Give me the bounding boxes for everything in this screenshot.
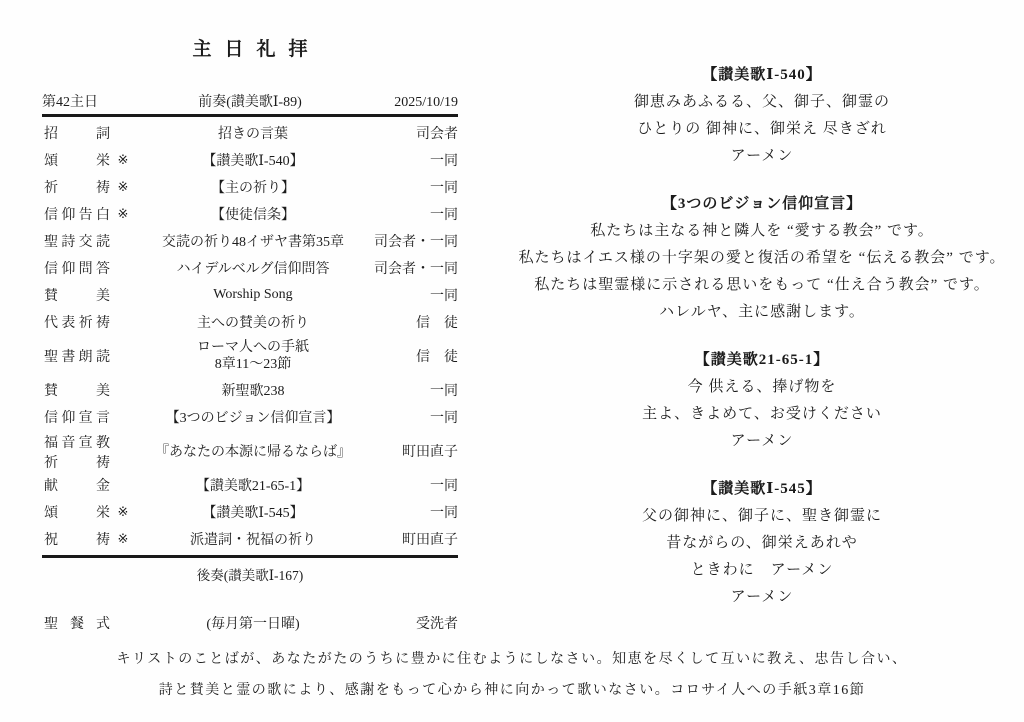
standing-mark: ※ xyxy=(117,178,129,194)
rite-name xyxy=(42,432,110,470)
program-row xyxy=(42,525,458,552)
program-row xyxy=(42,471,458,498)
hymn-title: 【讃美歌Ⅰ-540】 xyxy=(702,67,822,83)
rite-name: 聖詩交読 xyxy=(44,234,110,250)
rite-content: 交読の祈り48イザヤ書第35章 xyxy=(162,234,344,250)
program-row xyxy=(42,403,458,430)
rite-name: 代表祈祷 xyxy=(44,315,110,331)
scripture-quote-line2: 詩と賛美と霊の歌により、感謝をもって心から神に向かって歌いなさい。コロサイ人への手紙3章16節 xyxy=(158,683,866,698)
program-row xyxy=(42,173,458,200)
rite-name: 祝祷 xyxy=(44,532,110,548)
rite-performer: 町田直子 xyxy=(402,532,458,548)
program-row xyxy=(42,498,458,525)
hymn-line: アーメン xyxy=(730,589,794,605)
rite-content: 【讃美歌Ⅰ-545】 xyxy=(202,505,304,521)
rite-name: 賛美 xyxy=(44,288,110,304)
program-row xyxy=(42,200,458,227)
rite-name: 信仰宣言 xyxy=(44,410,110,426)
prelude-title: 前奏(讃美歌Ⅰ-89) xyxy=(198,95,302,110)
rite-content: 主への賛美の祈り xyxy=(197,315,309,331)
rite-name: 献金 xyxy=(44,478,110,494)
communion-participants: 受洗者 xyxy=(416,616,458,632)
hymn-line: 主よ、きよめて、お受けください xyxy=(642,406,882,422)
hymn-line: ときわに アーメン xyxy=(690,562,834,578)
standing-mark: ※ xyxy=(117,151,129,167)
rite-content: 【主の祈り】 xyxy=(211,180,295,196)
rite-name: 頌栄 xyxy=(44,505,110,521)
rite-performer: 一同 xyxy=(430,180,458,196)
communion-schedule: (毎月第一日曜) xyxy=(206,616,300,632)
hymn-block-540 xyxy=(500,62,1024,170)
sunday-number: 第42主日 xyxy=(42,95,98,110)
standing-mark: ※ xyxy=(117,205,129,221)
rite-performer: 一同 xyxy=(430,478,458,494)
program-row xyxy=(42,376,458,403)
rite-content: 【讃美歌21-65-1】 xyxy=(195,478,311,494)
standing-mark: ※ xyxy=(117,530,129,546)
rite-performer: 一同 xyxy=(430,505,458,521)
table-header-row xyxy=(42,88,458,117)
creed-line: 私たちは聖霊様に示される思いをもって “仕え合う教会” です。 xyxy=(534,277,990,293)
rite-content xyxy=(136,339,370,373)
hymn-line: アーメン xyxy=(730,433,794,449)
scripture-quote-line1: キリストのことばが、あなたがたのうちに豊かに住むようにしなさい。知恵を尽くして互いに教え、忠告し合い、 xyxy=(116,652,908,667)
rite-content: 【使徒信条】 xyxy=(211,207,295,223)
hymn-and-creed-column xyxy=(500,62,1024,632)
vision-creed-block xyxy=(500,191,1024,326)
program-rows xyxy=(42,117,458,558)
rite-name: 聖書朗読 xyxy=(44,349,110,365)
program-row xyxy=(42,308,458,335)
rite-performer: 一同 xyxy=(430,207,458,223)
communion-row xyxy=(42,609,458,636)
hymn-block-21-65-1 xyxy=(500,347,1024,455)
hymn-line: 父の御神に、御子に、聖き御霊に xyxy=(641,508,882,524)
rite-content: 【3つのビジョン信仰宣言】 xyxy=(165,410,341,426)
hymn-line: アーメン xyxy=(730,148,794,164)
rite-performer: 一同 xyxy=(430,288,458,304)
program-row xyxy=(42,119,458,146)
rite-name-line1: 福音宣教 xyxy=(44,435,110,451)
rite-content: 『あなたの本源に帰るならば』 xyxy=(155,444,351,460)
rite-content-line1: ローマ人への手紙 xyxy=(197,339,309,355)
hymn-block-545 xyxy=(500,476,1024,611)
postlude-title: 後奏(讃美歌Ⅰ-167) xyxy=(196,568,304,583)
creed-line: 私たちはイエス様の十字架の愛と復活の希望を “伝える教会” です。 xyxy=(518,250,1006,266)
rite-content-line2: 8章11〜23節 xyxy=(214,356,292,372)
creed-title: 【3つのビジョン信仰宣言】 xyxy=(661,196,863,212)
rite-content: ハイデルベルグ信仰問答 xyxy=(176,261,330,277)
rite-performer: 司会者 xyxy=(416,126,458,142)
rite-performer: 一同 xyxy=(430,410,458,426)
rite-performer: 一同 xyxy=(430,383,458,399)
rite-name: 招詞 xyxy=(44,126,110,142)
rite-performer: 司会者・一同 xyxy=(374,234,458,250)
rite-name: 賛美 xyxy=(44,383,110,399)
rite-performer: 信 徒 xyxy=(416,349,458,365)
program-row xyxy=(42,335,458,376)
program-row xyxy=(42,430,458,471)
hymn-line: 昔ながらの、御栄えあれや xyxy=(666,535,858,551)
rite-content: 派遣詞・祝福の祈り xyxy=(190,532,316,548)
hymn-line: ひとりの 御神に、御栄え 尽きざれ xyxy=(637,121,887,137)
rite-content: 【讃美歌Ⅰ-540】 xyxy=(202,153,304,169)
rite-name: 祈祷 xyxy=(44,180,110,196)
hymn-line: 今 供える、捧げ物を xyxy=(687,379,837,395)
creed-line: 私たちは主なる神と隣人を “愛する教会” です。 xyxy=(590,223,934,239)
rite-content: 新聖歌238 xyxy=(221,383,285,399)
rite-performer: 町田直子 xyxy=(402,444,458,460)
page-title: 主日礼拝 xyxy=(192,39,321,60)
rite-content: Worship Song xyxy=(213,286,293,302)
rite-performer: 一同 xyxy=(430,153,458,169)
order-of-worship-table xyxy=(42,88,458,636)
standing-mark: ※ xyxy=(117,503,129,519)
rite-name: 信仰告白 xyxy=(44,207,110,223)
program-row xyxy=(42,254,458,281)
program-row xyxy=(42,146,458,173)
hymn-line: 御恵みあふるる、父、御子、御霊の xyxy=(633,94,890,110)
rite-performer: 司会者・一同 xyxy=(374,261,458,277)
rite-name-line2: 祈祷 xyxy=(44,455,110,471)
scripture-quote xyxy=(0,644,1024,706)
rite-name: 信仰問答 xyxy=(44,261,110,277)
hymn-title: 【讃美歌21-65-1】 xyxy=(694,352,830,368)
service-date: 2025/10/19 xyxy=(394,95,458,110)
rite-name: 頌栄 xyxy=(44,153,110,169)
communion-label: 聖餐式 xyxy=(44,616,110,632)
hymn-title: 【讃美歌Ⅰ-545】 xyxy=(702,481,822,497)
rite-performer: 信 徒 xyxy=(416,315,458,331)
creed-line: ハレルヤ、主に感謝します。 xyxy=(659,304,865,320)
rite-content: 招きの言葉 xyxy=(218,126,288,142)
program-row xyxy=(42,281,458,308)
program-row xyxy=(42,227,458,254)
